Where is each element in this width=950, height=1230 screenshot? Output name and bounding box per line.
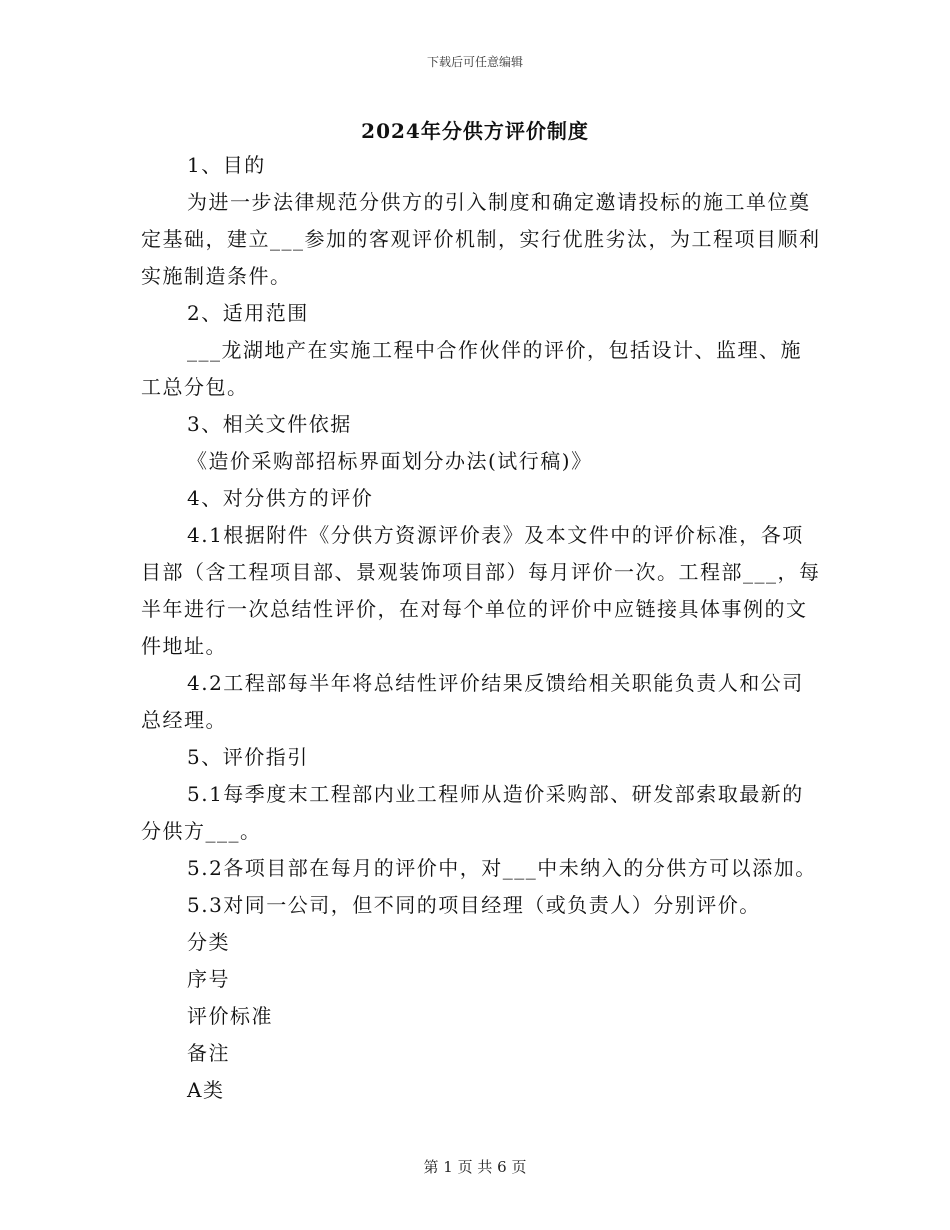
paragraph-5-2: 5.2各项目部在每月的评价中，对___中未纳入的分供方可以添加。 xyxy=(187,856,817,880)
page-number: 第 1 页 共 6 页 xyxy=(423,1158,527,1176)
section-heading-purpose: 1、目的 xyxy=(187,153,266,177)
paragraph-5-3: 5.3对同一公司，但不同的项目经理（或负责人）分别评价。 xyxy=(187,893,761,917)
header-note: 下载后可任意编辑 xyxy=(426,55,523,69)
paragraph-4-1: 4.1根据附件《分供方资源评价表》及本文件中的评价标准，各项目部（含工程项目部、景观装饰项目部）每月评价一次。工程部___，每半年进行一次总结性评价，在对每个单位的评价中应链接具体事例的文件地址。 xyxy=(141,523,821,658)
section-heading-evaluation: 4、对分供方的评价 xyxy=(187,486,374,510)
document-body xyxy=(141,147,821,1109)
paragraph-purpose: 为进一步法律规范分供方的引入制度和确定邀请投标的施工单位奠定基础，建立___参加的客观评价机制，实行优胜劣汰，为工程项目顺利实施制造条件。 xyxy=(141,190,821,288)
paragraph-references: 《造价采购部招标界面划分办法(试行稿)》 xyxy=(187,449,593,473)
table-label-class-a: A类 xyxy=(187,1078,225,1102)
table-label-category: 分类 xyxy=(187,930,230,954)
document-title: 2024年分供方评价制度 xyxy=(361,119,589,143)
paragraph-5-1: 5.1每季度末工程部内业工程师从造价采购部、研发部索取最新的分供方___。 xyxy=(141,782,804,843)
table-label-criteria: 评价标准 xyxy=(187,1004,273,1028)
section-heading-guidelines: 5、评价指引 xyxy=(187,745,309,769)
section-heading-references: 3、相关文件依据 xyxy=(187,412,352,436)
table-label-number: 序号 xyxy=(187,967,230,991)
table-label-remarks: 备注 xyxy=(187,1041,230,1065)
paragraph-scope: ___龙湖地产在实施工程中合作伙伴的评价，包括设计、监理、施工总分包。 xyxy=(141,338,802,399)
paragraph-4-2: 4.2工程部每半年将总结性评价结果反馈给相关职能负责人和公司总经理。 xyxy=(141,671,804,732)
section-heading-scope: 2、适用范围 xyxy=(187,301,309,325)
